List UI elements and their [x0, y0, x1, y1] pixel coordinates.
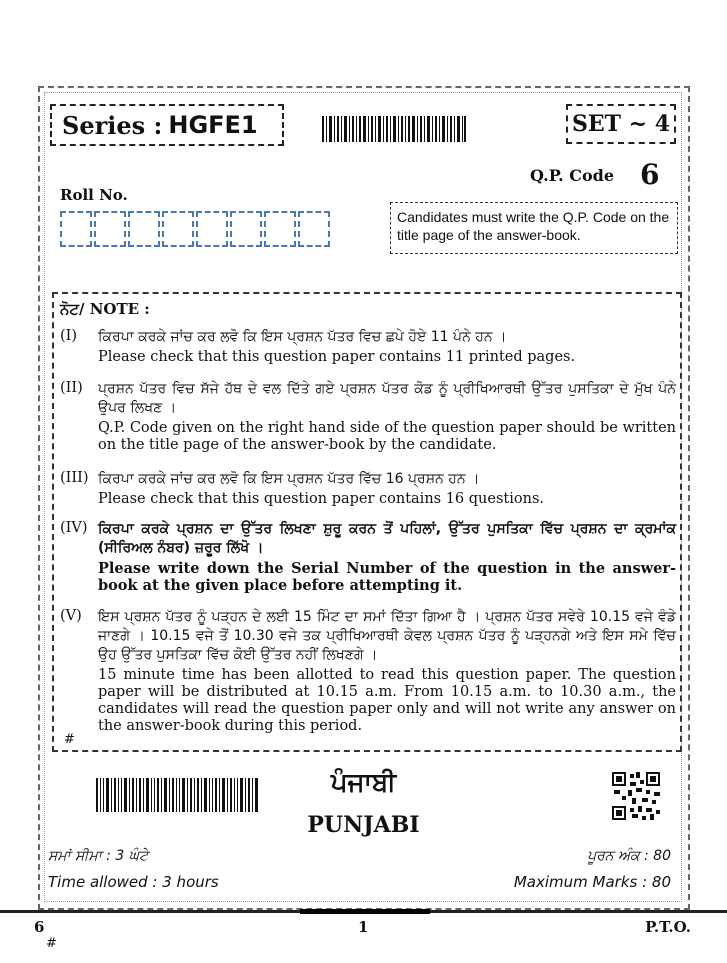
roll-no-cell[interactable] [196, 211, 228, 247]
qr-code-icon [612, 772, 660, 820]
note-item-punjabi: ਪ੍ਰਸ਼ਨ ਪੱਤਰ ਵਿਚ ਸੱਜੇ ਹੱਥ ਦੇ ਵਲ ਦਿੱਤੇ ਗਏ ਪ੍ਰਸ਼ਨ ਪੱਤਰ ਕੋਡ ਨੂੰ ਪ੍ਰੀਖਿਆਰਥੀ ਉੱਤਰ ਪੁਸਤਿਕਾ ਦੇ ਮੁੱਖ ਪੰਨੇ ਉਪਰ ਲਿਖਣ । [98, 381, 676, 416]
note-item-english: Q.P. Code given on the right hand side of the question paper should be written on the title page of the answer-book by the candidate. [98, 420, 676, 453]
barcode-top [322, 116, 466, 142]
note-item-english: Please check that this question paper contains 16 questions. [98, 491, 544, 507]
series-label: Series : [62, 110, 163, 140]
note-item-punjabi: ਕਿਰਪਾ ਕਰਕੇ ਜਾਂਚ ਕਰ ਲਵੋ ਕਿ ਇਸ ਪ੍ਰਸ਼ਨ ਪੱਤਰ ਵਿੱਚ 16 ਪ੍ਰਸ਼ਨ ਹਨ । [98, 471, 480, 487]
series-box [50, 104, 284, 146]
footer-rule-accent [300, 909, 430, 914]
note-item-english: 15 minute time has been allotted to read this question paper. The question paper will be distributed at 10.15 a.m. From 10.15 a.m. to 10.30 a.m., the candidates will read the question paper only and will not write any answer on the answer-book during this period. [98, 667, 676, 734]
note-item-number: (IV) [60, 520, 88, 536]
note-item-number: (I) [60, 328, 78, 344]
max-marks-punjabi: ਪੂਰਨ ਅੰਕ : 80 [587, 848, 671, 864]
note-item-english: Please check that this question paper contains 11 printed pages. [98, 349, 576, 365]
page-number: 1 [358, 918, 369, 936]
note-item-punjabi: ਕਿਰਪਾ ਕਰਕੇ ਜਾਂਚ ਕਰ ਲਵੋ ਕਿ ਇਸ ਪ੍ਰਸ਼ਨ ਪੱਤਰ ਵਿਚ ਛਪੇ ਹੋਏ 11 ਪੰਨੇ ਹਨ । [98, 329, 507, 345]
note-item-punjabi: ਇਸ ਪ੍ਰਸ਼ਨ ਪੱਤਰ ਨੂੰ ਪੜ੍ਹਨ ਦੇ ਲਈ 15 ਮਿੰਟ ਦਾ ਸਮਾਂ ਦਿੱਤਾ ਗਿਆ ਹੈ । ਪ੍ਰਸ਼ਨ ਪੱਤਰ ਸਵੇਰੇ 10.15 ਵਜੇ ਵੰਡੇ ਜਾਣਗੇ । 10.15 ਵਜੇ ਤੋਂ 10.30 ਵਜੇ ਤਕ ਪ੍ਰੀਖਿਆਰਥੀ ਕੇਵਲ ਪ੍ਰਸ਼ਨ ਪੱਤਰ ਨੂੰ ਪੜ੍ਹਨਗੇ ਅਤੇ ਇਸ ਸਮੇ ਵਿੱਚ ਉਹ ਉੱਤਰ ਪੁਸਤਿਕਾ ਵਿੱਚ ਕੋਈ ਉੱਤਰ ਨਹੀਂ ਲਿਖਣਗੇ । [98, 609, 676, 663]
note-title: ਨੋਟ/ NOTE : [60, 300, 150, 318]
note-item-number: (V) [60, 608, 82, 624]
roll-no-cell[interactable] [162, 211, 194, 247]
roll-no-cell[interactable] [230, 211, 262, 247]
candidate-note: Candidates must write the Q.P. Code on the title page of the answer-book. [390, 202, 678, 254]
subject-title-english: PUNJABI [307, 812, 420, 838]
note-item-1 [60, 328, 676, 366]
qp-code-label: Q.P. Code [530, 166, 615, 185]
note-item-number: (III) [60, 470, 89, 486]
roll-no-label: Roll No. [60, 186, 128, 204]
max-marks-english: Maximum Marks : 80 [513, 873, 671, 891]
set-box [566, 104, 676, 144]
roll-no-cell[interactable] [128, 211, 160, 247]
note-item-number: (II) [60, 380, 83, 396]
roll-no-cell[interactable] [94, 211, 126, 247]
set-label: SET ~ 4 [571, 111, 671, 137]
roll-no-cell[interactable] [264, 211, 296, 247]
note-item-4 [60, 520, 676, 594]
note-item-5 [60, 608, 676, 735]
roll-no-boxes[interactable] [60, 211, 332, 247]
subject-title-punjabi: ਪੰਜਾਬੀ [330, 768, 397, 798]
qp-code-value: 6 [640, 158, 660, 191]
note-item-punjabi: ਕਿਰਪਾ ਕਰਕੇ ਪ੍ਰਸ਼ਨ ਦਾ ਉੱਤਰ ਲਿਖਣਾ ਸ਼ੁਰੂ ਕਰਨ ਤੋਂ ਪਹਿਲਾਂ, ਉੱਤਰ ਪੁਸਤਿਕਾ ਵਿੱਚ ਪ੍ਰਸ਼ਨ ਦਾ ਕ੍ਰਮਾਂਕ (ਸੀਰਿਅਲ ਨੰਬਰ) ਜ਼ਰੂਰ ਲਿੱਖੋ । [98, 521, 676, 556]
footer-hash-mark: # [46, 936, 57, 951]
roll-no-cell[interactable] [60, 211, 92, 247]
note-item-3 [60, 470, 676, 508]
footer-code: 6 [34, 918, 45, 936]
note-item-english: Please write down the Serial Number of the question in the answer-book at the given place before attempting it. [98, 560, 676, 594]
pto-label: P.T.O. [645, 918, 691, 936]
time-allowed-punjabi: ਸਮਾਂ ਸੀਮਾ : 3 ਘੰਟੇ [48, 848, 149, 864]
note-item-2 [60, 380, 676, 454]
note-hash-mark: # [64, 732, 75, 747]
roll-no-cell[interactable] [298, 211, 330, 247]
time-allowed-english: Time allowed : 3 hours [48, 873, 219, 891]
series-code: HGFE1 [168, 111, 258, 139]
